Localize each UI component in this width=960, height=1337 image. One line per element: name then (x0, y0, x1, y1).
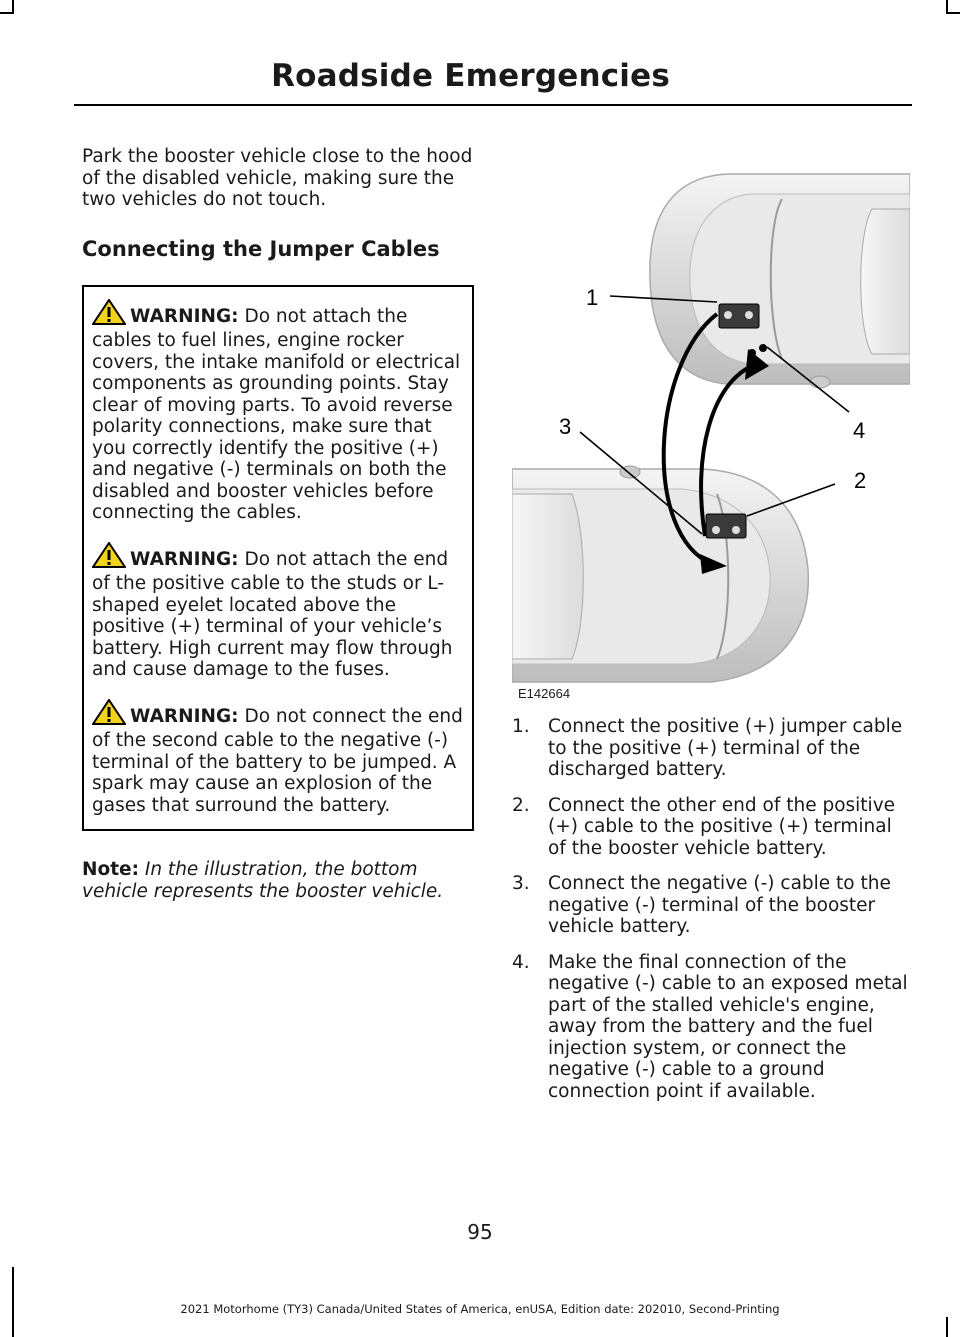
step-text: Connect the positive (+) jumper cable to the positive (+) terminal of the discharged battery. (548, 716, 903, 780)
crop-mark (946, 12, 960, 14)
list-item: 2. Connect the other end of the positive (+) cable to the positive (+) terminal of the booster vehicle battery. (512, 795, 912, 860)
crop-mark (0, 12, 14, 14)
booster-battery (706, 514, 746, 538)
left-column (82, 146, 474, 921)
warning-triangle-icon (92, 299, 126, 331)
steps-list (512, 716, 912, 1116)
header-divider (74, 104, 912, 106)
warning-triangle-icon (92, 699, 126, 731)
warning-1 (92, 299, 464, 524)
ground-point (748, 349, 756, 357)
ground-point (759, 344, 767, 352)
warning-3 (92, 699, 464, 817)
disabled-battery (719, 304, 759, 328)
jump-start-illustration (512, 134, 910, 700)
note (82, 859, 474, 902)
warning-box (82, 285, 474, 832)
footer: 2021 Motorhome (TY3) Canada/United States of America, enUSA, Edition date: 202010, Second-Printing (180, 1302, 780, 1316)
warning-text: Do not attach the cables to fuel lines, engine rocker covers, the intake manifold or electrical components as grounding points. Stay clear of moving parts. To avoid reverse polarity connections, make sure that you correctly identify the positive (+) and negative (-) terminals on both the disabled and booster vehicles before connecting the cables. (92, 305, 461, 523)
crop-mark (946, 1317, 948, 1337)
step-text: Connect the other end of the positive (+) cable to the positive (+) terminal of the booster vehicle battery. (548, 794, 896, 859)
callout-1: 1 (586, 285, 599, 310)
list-item: 3. Connect the negative (-) cable to the negative (-) terminal of the booster vehicle battery. (512, 873, 912, 938)
step-text: Connect the negative (-) cable to the negative (-) terminal of the booster vehicle battery. (548, 873, 891, 937)
warning-label: WARNING: (130, 705, 239, 727)
callout-2: 2 (854, 468, 867, 493)
section-heading: Connecting the Jumper Cables (82, 236, 440, 261)
step-text: Make the final connection of the negative (-) cable to an exposed metal part of the stalled vehicle's engine, away from the battery and the fuel injection system, or connect the negative (-) cable to a ground connection point if available. (548, 951, 908, 1102)
callout-3: 3 (559, 414, 572, 439)
page-title: Roadside Emergencies (271, 58, 670, 94)
warning-triangle-icon (92, 542, 126, 574)
note-label: Note: (82, 859, 139, 880)
disabled-vehicle (650, 174, 910, 388)
warning-label: WARNING: (130, 305, 239, 327)
figure-code: E142664 (518, 686, 571, 701)
warning-text: Do not attach the end of the positive cable to the studs or L-shaped eyelet located above the positive (+) terminal of your vehicle’s battery. High current may flow through and cause damage to the fuses. (92, 548, 453, 680)
note-text: In the illustration, the bottom vehicle represents the booster vehicle. (82, 859, 444, 902)
list-item: 4. Make the final connection of the negative (-) cable to an exposed metal part of the stalled vehicle's engine, away from the battery and the fuel injection system, or connect the negative (-) cable to a ground connection point if available. (512, 952, 912, 1103)
intro-paragraph: Park the booster vehicle close to the hood of the disabled vehicle, making sure the two vehicles do not touch. (82, 146, 473, 210)
callout-4: 4 (853, 418, 866, 443)
warning-label: WARNING: (130, 548, 239, 570)
warning-2 (92, 542, 464, 681)
page-number: 95 (467, 1220, 493, 1244)
warning-text: Do not connect the end of the second cable to the negative (-) terminal of the battery to be jumped. A spark may cause an explosion of the gases that surround the battery. (92, 705, 463, 816)
list-item: 1. Connect the positive (+) jumper cable to the positive (+) terminal of the discharged battery. (512, 716, 912, 781)
